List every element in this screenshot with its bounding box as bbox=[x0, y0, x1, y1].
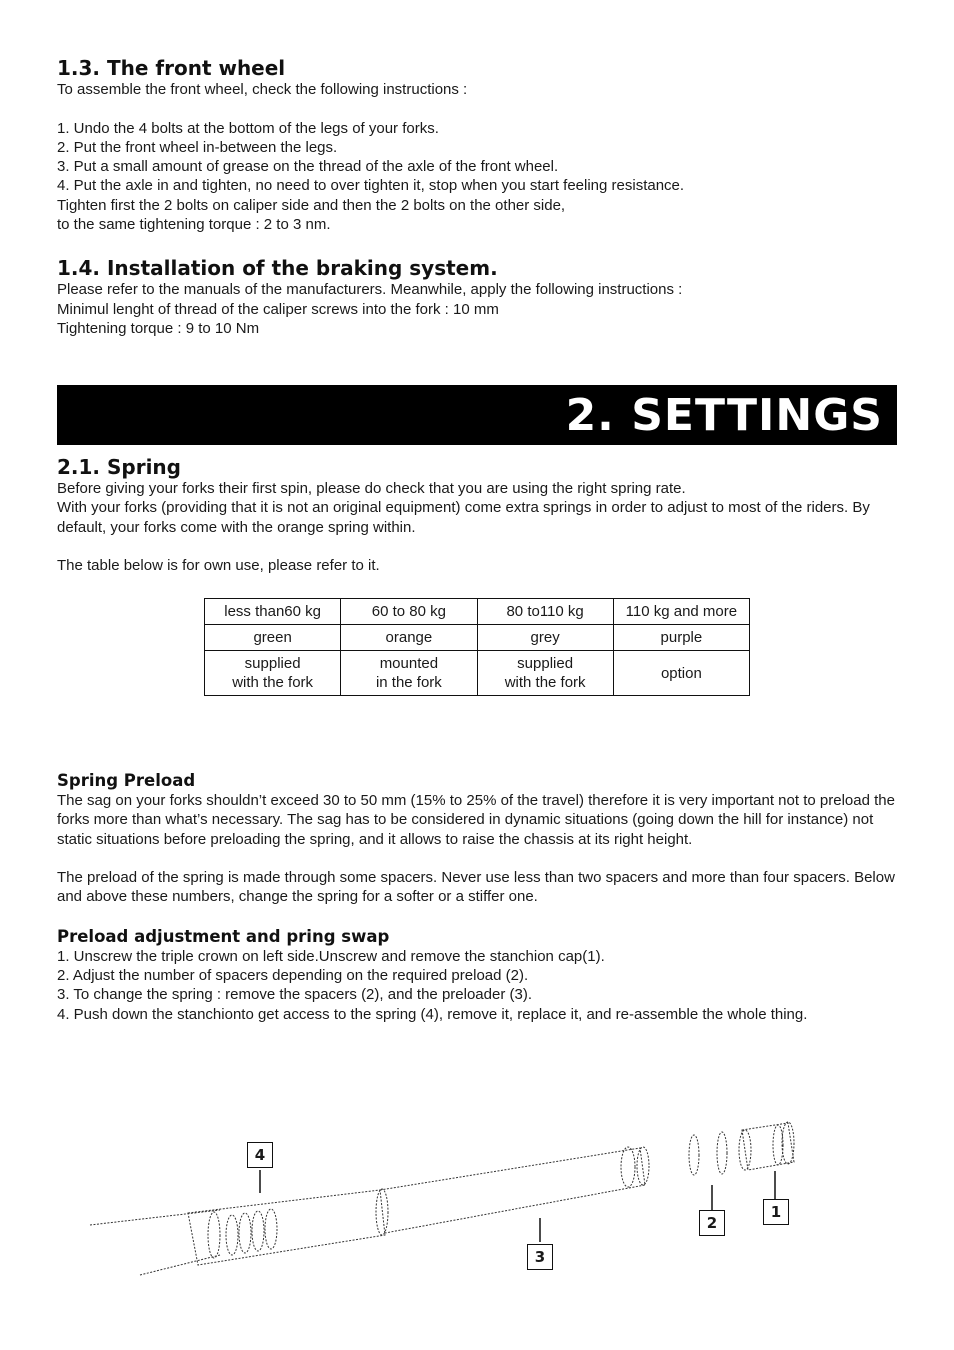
stanchion bbox=[380, 1148, 645, 1233]
spacer bbox=[689, 1135, 699, 1175]
list-item: 3. Put a small amount of grease on the thread of the axle of the front wheel. bbox=[57, 158, 559, 176]
front-wheel-note: Tighten first the 2 bolts on caliper side and then the 2 bolts on the other side, bbox=[57, 196, 566, 214]
spring-para: Before giving your forks their first spin, please do check that you are using the right spring rate. bbox=[57, 480, 686, 497]
spacer bbox=[717, 1132, 727, 1174]
table-row bbox=[205, 625, 750, 651]
section-title-preload: Spring Preload bbox=[57, 771, 196, 790]
table-cell: grey bbox=[477, 625, 613, 651]
table-cell: 110 kg and more bbox=[613, 599, 749, 625]
stanchion-top bbox=[637, 1147, 649, 1185]
spring-para: With your forks (providing that it is not an original equipment) come extra springs in order to adjust to most of the riders. By default, your forks come with the orange spring within. bbox=[57, 499, 870, 536]
front-wheel-torque: to the same tightening torque : 2 to 3 nm. bbox=[57, 216, 331, 234]
list-item: 4. Push down the stanchionto get access to the spring (4), remove it, replace it, and re-assemble the whole thing. bbox=[57, 1005, 808, 1023]
table-cell: 80 to110 kg bbox=[477, 599, 613, 625]
list-item: 2. Put the front wheel in-between the legs. bbox=[57, 138, 338, 156]
cell-line: option bbox=[660, 664, 702, 682]
callout-2: 2 bbox=[699, 1210, 725, 1236]
braking-line: Tightening torque : 9 to 10 Nm bbox=[57, 319, 260, 337]
preload-para: The preload of the spring is made through some spacers. Never use less than two spacers and more than four spacers. Below and above these numbers, change the spring for a softer or a stiffer one. bbox=[57, 869, 895, 906]
tube-opening bbox=[208, 1212, 220, 1258]
front-wheel-steps bbox=[57, 119, 897, 196]
spring-rate-table bbox=[204, 598, 750, 696]
list-item: 1. Undo the 4 bolts at the bottom of the legs of your forks. bbox=[57, 119, 439, 137]
section-title-front-wheel: 1.3. The front wheel bbox=[57, 56, 286, 80]
spring-para: The table below is for own use, please refer to it. bbox=[57, 557, 380, 575]
table-row bbox=[205, 599, 750, 625]
table-cell: green bbox=[205, 625, 341, 651]
list-item: 1. Unscrew the triple crown on left side.Unscrew and remove the stanchion cap(1). bbox=[57, 947, 605, 965]
cell-line: supplied bbox=[244, 655, 301, 672]
spring-coils bbox=[226, 1209, 277, 1255]
table-cell bbox=[205, 651, 341, 696]
list-item: 2. Adjust the number of spacers depending on the required preload (2). bbox=[57, 967, 529, 985]
cell-line: in the fork bbox=[375, 674, 442, 691]
section-title-braking: 1.4. Installation of the braking system. bbox=[57, 256, 498, 281]
preload-para: The sag on your forks shouldn’t exceed 30 to 50 mm (15% to 25% of the travel) therefore it is very important not to preload the forks more than what’s necessary. The sag has to be considered in dynamic situations (going down the hill for instance) not static situations before preloading the spring, and it allows to raise the chassis at its right height. bbox=[57, 792, 895, 848]
callout-1: 1 bbox=[763, 1199, 789, 1225]
content-column bbox=[57, 56, 897, 338]
section-title-swap: Preload adjustment and pring swap bbox=[57, 926, 390, 946]
preload-section bbox=[57, 771, 897, 1024]
damper-rod bbox=[90, 1210, 220, 1225]
settings-banner bbox=[57, 385, 897, 445]
front-wheel-intro: To assemble the front wheel, check the following instructions : bbox=[57, 81, 468, 98]
table-cell: orange bbox=[341, 625, 477, 651]
callout-3: 3 bbox=[527, 1244, 553, 1270]
spring-section bbox=[57, 455, 897, 575]
fork-drawing bbox=[80, 1115, 820, 1285]
table-cell bbox=[341, 651, 477, 696]
cell-line: mounted bbox=[379, 655, 439, 672]
braking-line: Please refer to the manuals of the manufacturers. Meanwhile, apply the following instructions : bbox=[57, 281, 683, 299]
list-item: 4. Put the axle in and tighten, no need to over tighten it, stop when you start feeling resistance. bbox=[57, 177, 685, 195]
table-cell bbox=[613, 651, 749, 696]
section-title-spring: 2.1. Spring bbox=[57, 455, 181, 479]
table-cell: less than60 kg bbox=[205, 599, 341, 625]
table-cell bbox=[477, 651, 613, 696]
callout-4: 4 bbox=[247, 1142, 273, 1168]
braking-line: Minimul lenght of thread of the caliper screws into the fork : 10 mm bbox=[57, 300, 499, 318]
cell-line: with the fork bbox=[504, 674, 586, 691]
settings-banner-title: 2. SETTINGS bbox=[565, 390, 883, 441]
list-item: 3. To change the spring : remove the spacers (2), and the preloader (3). bbox=[57, 986, 532, 1004]
cell-line: with the fork bbox=[232, 674, 314, 691]
table-cell: 60 to 80 kg bbox=[341, 599, 477, 625]
lower-leg-edge bbox=[140, 1255, 220, 1275]
fork-exploded-diagram bbox=[80, 1115, 820, 1285]
table-row bbox=[205, 651, 750, 696]
table-cell: purple bbox=[613, 625, 749, 651]
cell-line: supplied bbox=[517, 655, 574, 672]
